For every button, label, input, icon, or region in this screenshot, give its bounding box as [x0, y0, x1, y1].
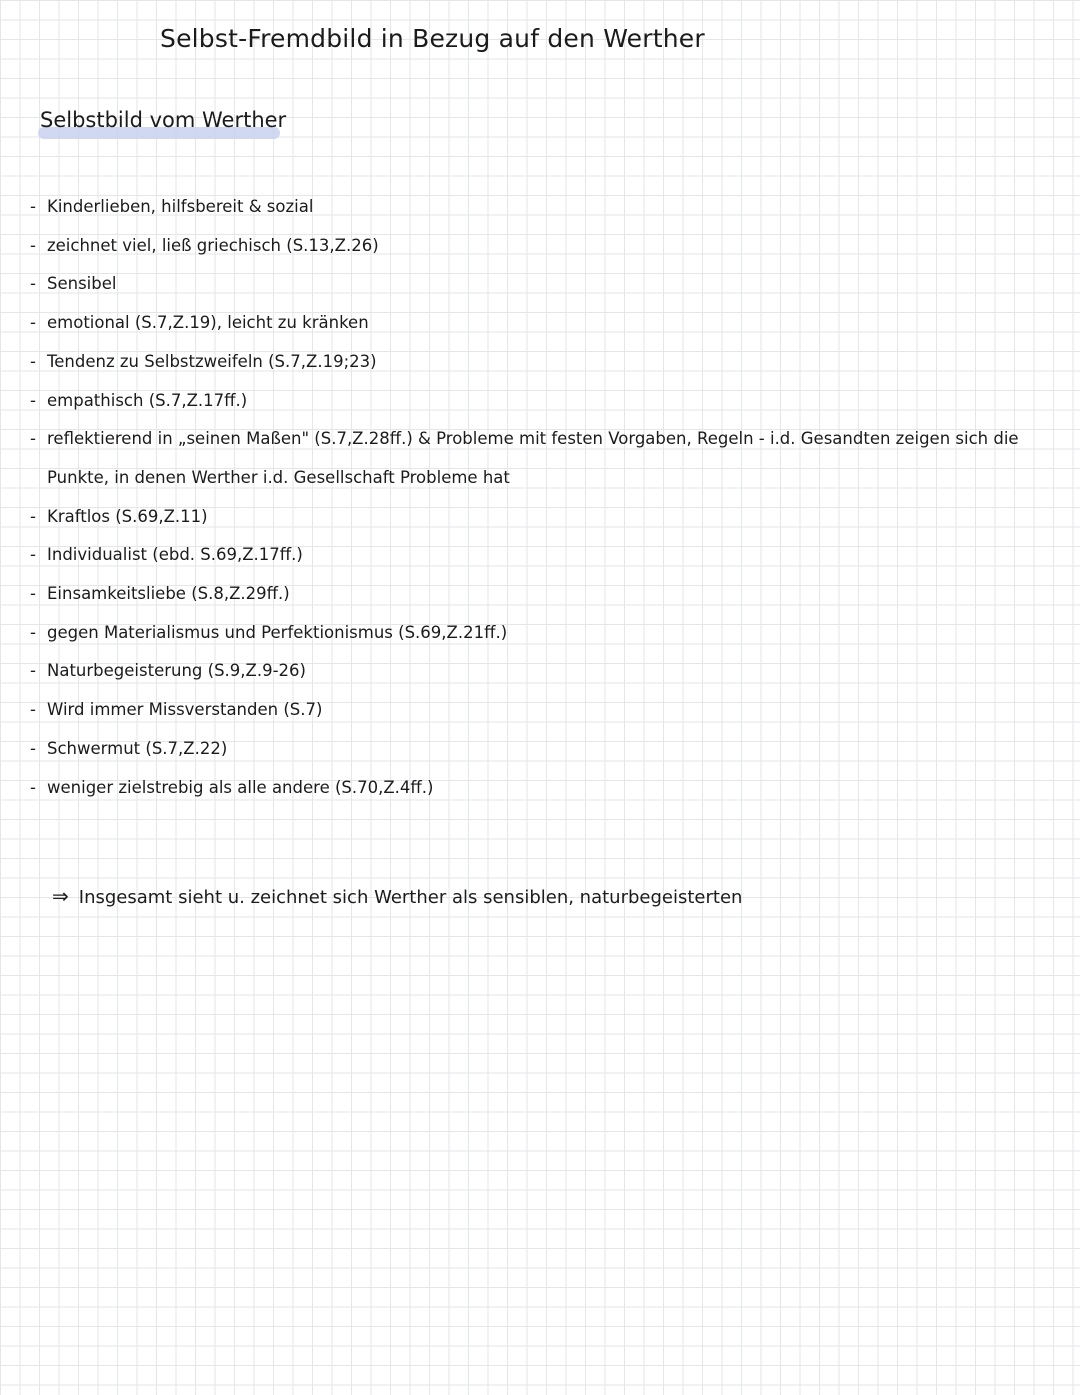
list-item-reflective — [30, 420, 1050, 497]
list-item-text: weniger zielstrebig als alle andere (S.70,Z.4ff.) — [47, 777, 434, 797]
list-item-text: Kraftlos (S.69,Z.11) — [47, 506, 208, 526]
bullet-dash: - — [30, 313, 36, 333]
bullet-dash: - — [30, 390, 36, 410]
list-item-text: Kinderlieben, hilfsbereit & sozial — [47, 197, 314, 216]
list-item-text: Wird immer Missverstanden (S.7) — [47, 700, 323, 720]
list-item-text: Individualist (ebd. S.69,Z.17ff.) — [47, 545, 303, 565]
list-item-text: Sensibel — [47, 274, 117, 294]
trait-list — [30, 188, 1050, 807]
implies-arrow-icon: ⇒ — [52, 884, 69, 908]
list-item-text-line1: reflektierend in „seinen Maßen" (S.7,Z.28ff.) & Probleme mit festen Vorgaben, Regeln - i.d. Gesandten zeigen sich die — [47, 429, 1019, 449]
section-heading-text: Selbstbild vom Werther — [40, 108, 287, 132]
bullet-dash: - — [30, 622, 36, 642]
bullet-dash: - — [30, 661, 36, 681]
list-item-text: Schwermut (S.7,Z.22) — [47, 738, 228, 758]
list-item-text: Einsamkeitsliebe (S.8,Z.29ff.) — [47, 584, 290, 604]
bullet-dash: - — [30, 351, 36, 371]
bullet-dash: - — [30, 197, 36, 216]
conclusion-text: Insgesamt sieht u. zeichnet sich Werther als sensiblen, naturbegeisterten — [78, 887, 743, 908]
list-item-text-line2: Punkte, in denen Werther i.d. Gesellschaft Probleme hat — [47, 467, 510, 487]
bullet-dash: - — [30, 545, 36, 565]
list-item — [30, 227, 1050, 266]
list-item — [30, 769, 1050, 808]
bullet-dash: - — [30, 506, 36, 526]
list-item — [30, 614, 1050, 653]
bullet-dash: - — [30, 429, 36, 449]
bullet-dash: - — [30, 700, 36, 720]
list-item — [30, 188, 1050, 227]
list-item — [30, 304, 1050, 343]
bullet-dash: - — [30, 738, 36, 758]
list-item-text: empathisch (S.7,Z.17ff.) — [47, 390, 248, 410]
bullet-dash: - — [30, 777, 36, 797]
list-item — [30, 652, 1050, 691]
list-item — [30, 265, 1050, 304]
page-title: Selbst-Fremdbild in Bezug auf den Werther — [160, 24, 705, 53]
list-item — [30, 382, 1050, 421]
list-item-text: zeichnet viel, ließ griechisch (S.13,Z.26) — [47, 235, 379, 255]
list-item-text: Tendenz zu Selbstzweifeln (S.7,Z.19;23) — [47, 351, 377, 371]
list-item-text: gegen Materialismus und Perfektionismus (S.69,Z.21ff.) — [47, 622, 508, 642]
list-item — [30, 536, 1050, 575]
conclusion — [52, 884, 742, 908]
list-item-text: emotional (S.7,Z.19), leicht zu kränken — [47, 313, 369, 333]
list-item — [30, 498, 1050, 537]
list-item — [30, 730, 1050, 769]
bullet-dash: - — [30, 235, 36, 255]
list-item — [30, 343, 1050, 382]
list-item — [30, 691, 1050, 730]
list-item — [30, 575, 1050, 614]
bullet-dash: - — [30, 274, 36, 294]
section-heading — [40, 108, 286, 132]
bullet-dash: - — [30, 584, 36, 604]
list-item-text: Naturbegeisterung (S.9,Z.9-26) — [47, 661, 306, 681]
